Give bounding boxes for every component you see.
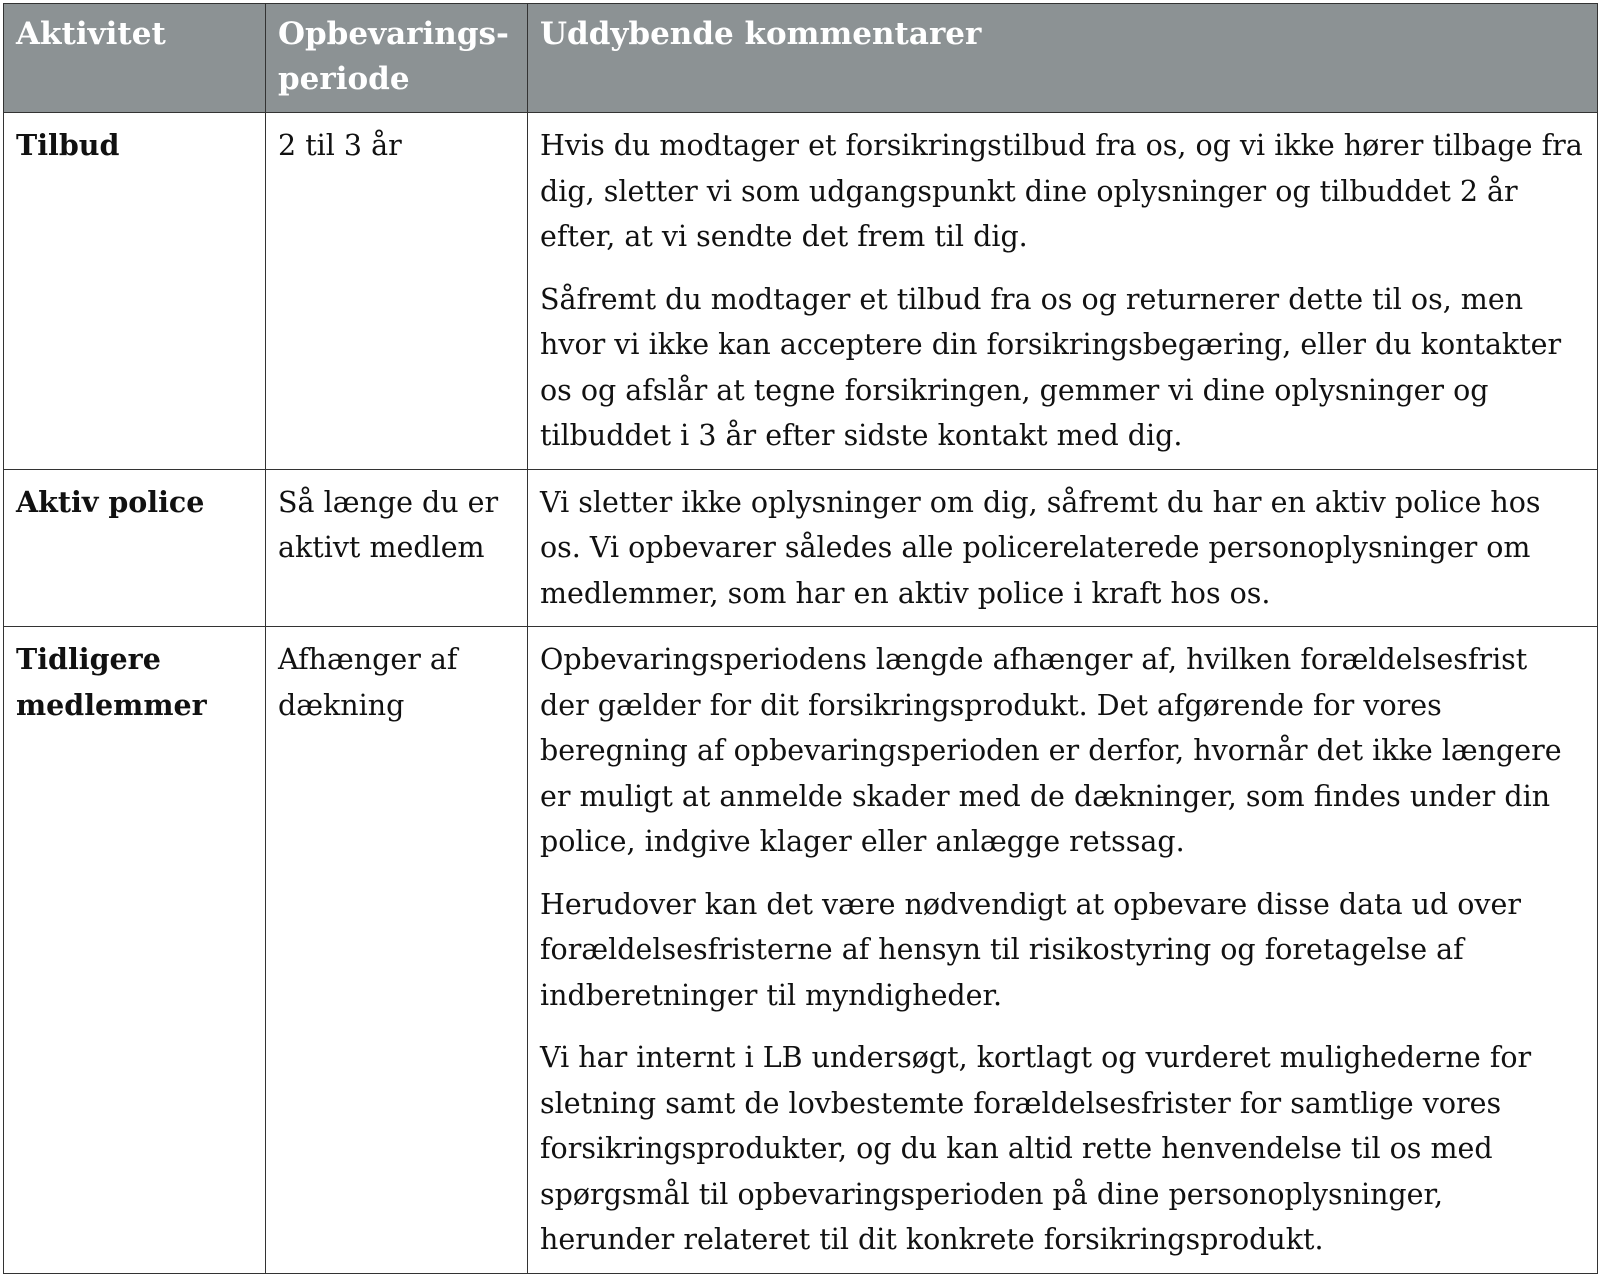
retention-table (3, 3, 1598, 1274)
period-cell: Afhænger af dækning (266, 627, 528, 1274)
activity-cell: Tidligere medlemmer (4, 627, 266, 1274)
comment-paragraph: Vi sletter ikke oplysninger om dig, såfremt du har en aktiv police hos os. Vi opbevarer således alle policerelaterede personoplysninger om medlemmer, som har en aktiv police i kraft hos os. (540, 485, 1541, 610)
comment-paragraph: Vi har internt i LB undersøgt, kortlagt og vurderet mulighederne for sletning samt de lovbestemte forældelsesfrister for samtlige vores forsikringsprodukter, og du kan altid rette henvendelse til os med spørgsmål til opbevaringsperioden på dine personoplysninger, herunder relateret til dit konkrete forsikringsprodukt. (540, 1041, 1532, 1256)
activity-cell: Aktiv police (4, 469, 266, 627)
header-comments: Uddybende kommentarer (528, 4, 1598, 113)
comment-paragraph: Hvis du modtager et forsikringstilbud fra os, og vi ikke hører tilbage fra dig, sletter vi som udgangspunkt dine oplysninger og tilbuddet 2 år efter, at vi sendte det frem til dig. (540, 129, 1583, 253)
period-cell: 2 til 3 år (266, 113, 528, 470)
comments-cell (528, 469, 1598, 627)
header-activity: Aktivitet (4, 4, 266, 113)
table-row (4, 469, 1598, 627)
header-row (4, 4, 1598, 113)
comments-cell (528, 627, 1598, 1274)
period-cell: Så længe du er aktivt medlem (266, 469, 528, 627)
table-row (4, 627, 1598, 1274)
comments-cell (528, 113, 1598, 470)
comment-paragraph: Opbevaringsperiodens længde afhænger af, hvilken forældelsesfrist der gælder for dit forsikringsprodukt. Det afgørende for vores beregning af opbevaringsperioden er derfor, hvornår det ikke længere er muligt at anmelde skader med de dækninger, som findes under din police, indgive klager eller anlægge retssag. (540, 643, 1562, 858)
table-row (4, 113, 1598, 470)
header-period: Opbevarings- periode (266, 4, 528, 113)
comment-paragraph: Herudover kan det være nødvendigt at opbevare disse data ud over forældelsesfristerne af hensyn til risikostyring og foretagelse af indberetninger til myndigheder. (540, 887, 1522, 1012)
comment-paragraph: Såfremt du modtager et tilbud fra os og returnerer dette til os, men hvor vi ikke kan acceptere din forsikringsbegæring, eller du kontakter os og afslår at tegne forsikringen, gemmer vi dine oplysninger og tilbuddet i 3 år efter sidste kontakt med dig. (540, 282, 1562, 452)
activity-cell: Tilbud (4, 113, 266, 470)
